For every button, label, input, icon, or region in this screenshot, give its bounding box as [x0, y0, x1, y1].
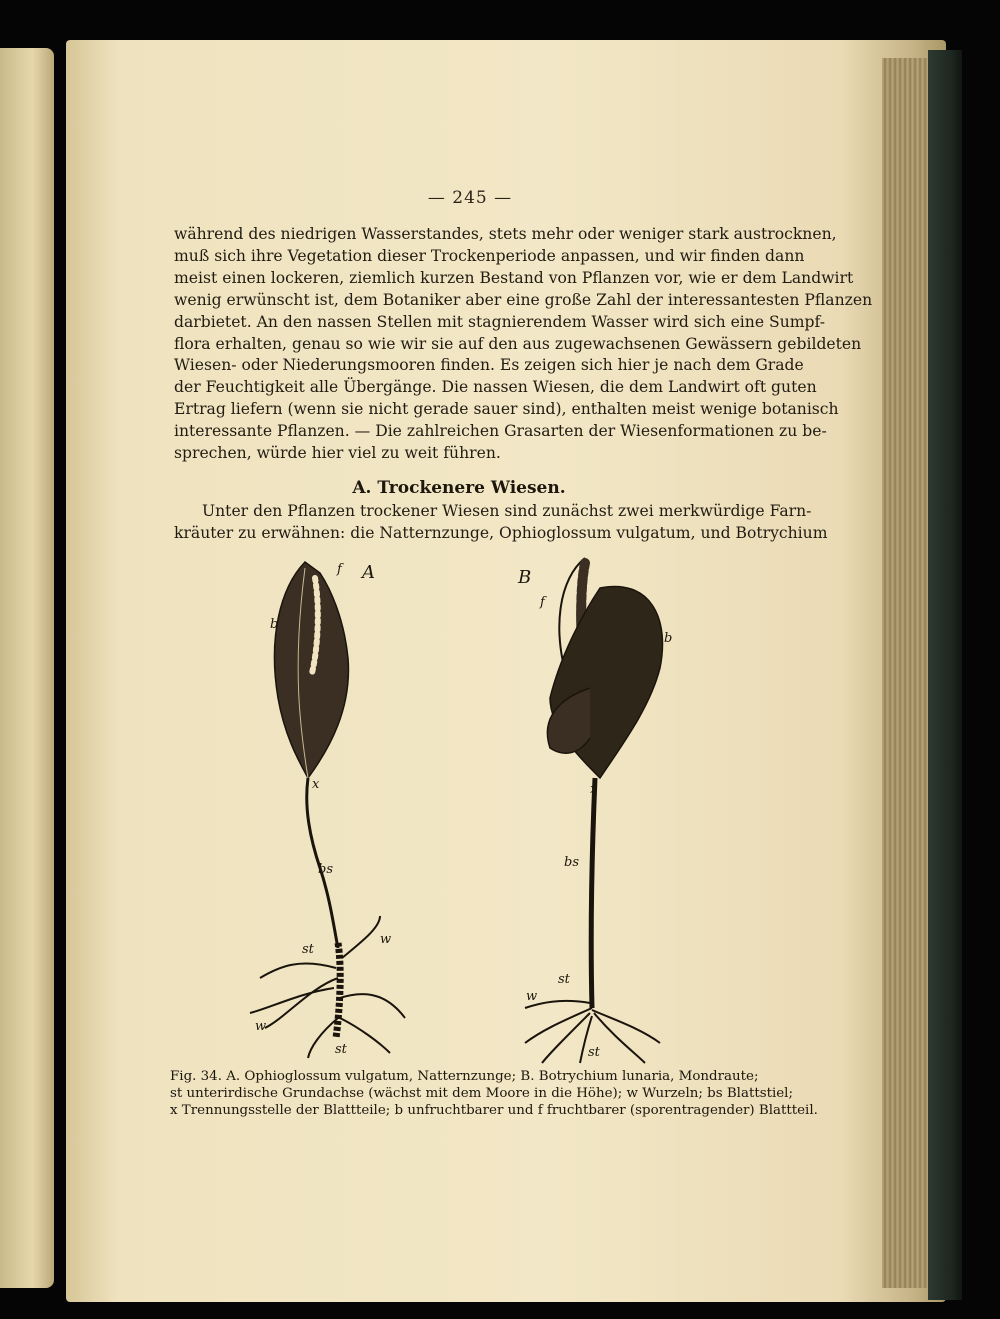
caption-line: Fig. 34. A. Ophioglossum vulgatum, Natternzunge; B. Botrychium lunaria, Mondraute; [170, 1069, 759, 1084]
label-a-bs: bs [318, 862, 333, 877]
text-line: darbietet. An den nassen Stellen mit stagnierendem Wasser wird sich eine Sumpf- [174, 312, 826, 331]
ophioglossum-plant [250, 562, 405, 1058]
text-line: sprechen, würde hier viel zu weit führen. [174, 444, 501, 463]
label-b-st: st [558, 972, 570, 987]
botanical-figure [230, 548, 700, 1068]
text-line: muß sich ihre Vegetation dieser Trockenperiode anpassen, und wir finden dann [174, 246, 805, 265]
label-b-b: b [664, 631, 673, 646]
text-line: interessante Pflanzen. — Die zahlreichen Grasarten der Wiesenformationen zu be- [174, 422, 827, 441]
label-a-b: b [270, 617, 279, 632]
text-line: Ertrag liefern (wenn sie nicht gerade sauer sind), enthalten meist wenige botanisch [174, 400, 839, 419]
intro-paragraph [174, 500, 828, 544]
label-a-w: w [380, 932, 392, 947]
book-cover-edge [928, 50, 962, 1300]
label-a-w2: w [255, 1019, 267, 1034]
text-line: flora erhalten, genau so wie wir sie auf den aus zugewachsenen Gewässern gebildeten [174, 334, 862, 353]
label-a-st2: st [335, 1042, 347, 1057]
caption-line: st unterirdische Grundachse (wächst mit dem Moore in die Höhe); w Wurzeln; bs Blattstiel; [170, 1086, 793, 1101]
page-number: — 245 — [427, 188, 513, 208]
label-b-st2: st [588, 1045, 600, 1060]
label-B: B [518, 567, 532, 588]
botrychium-plant [525, 558, 663, 1063]
body-paragraph [174, 224, 873, 465]
label-a-f: f [337, 562, 342, 577]
text-line: kräuter zu erwähnen: die Natternzunge, Ophioglossum vulgatum, und Botrychium [174, 524, 828, 542]
fern-illustration [230, 548, 700, 1068]
text-line: während des niedrigen Wasserstandes, stets mehr oder weniger stark austrocknen, [174, 225, 837, 243]
text-line: Wiesen- oder Niederungsmooren finden. Es zeigen sich hier je nach dem Grade [174, 356, 804, 375]
label-a-x: x [312, 777, 320, 792]
label-b-x: x [590, 782, 598, 797]
text-line: wenig erwünscht ist, dem Botaniker aber eine große Zahl der interessantesten Pflanzen [174, 290, 873, 309]
label-A: A [362, 562, 375, 583]
text-line: meist einen lockeren, ziemlich kurzen Bestand von Pflanzen vor, wie er dem Landwirt [174, 268, 854, 287]
caption-line: x Trennungsstelle der Blattteile; b unfruchtbarer und f fruchtbarer (sporentragender) Blattteil. [170, 1103, 818, 1118]
label-b-bs: bs [564, 855, 579, 870]
label-b-w: w [526, 989, 538, 1004]
facing-page-edge [0, 48, 54, 1288]
label-a-st: st [302, 942, 314, 957]
label-b-f: f [540, 595, 545, 610]
section-heading: A. Trockenere Wiesen. [352, 478, 566, 498]
figure-caption [170, 1068, 818, 1119]
page-block-edges [882, 58, 932, 1288]
text-line: Unter den Pflanzen trockener Wiesen sind zunächst zwei merkwürdige Farn- [202, 502, 812, 520]
text-line: der Feuchtigkeit alle Übergänge. Die nassen Wiesen, die dem Landwirt oft guten [174, 378, 817, 397]
